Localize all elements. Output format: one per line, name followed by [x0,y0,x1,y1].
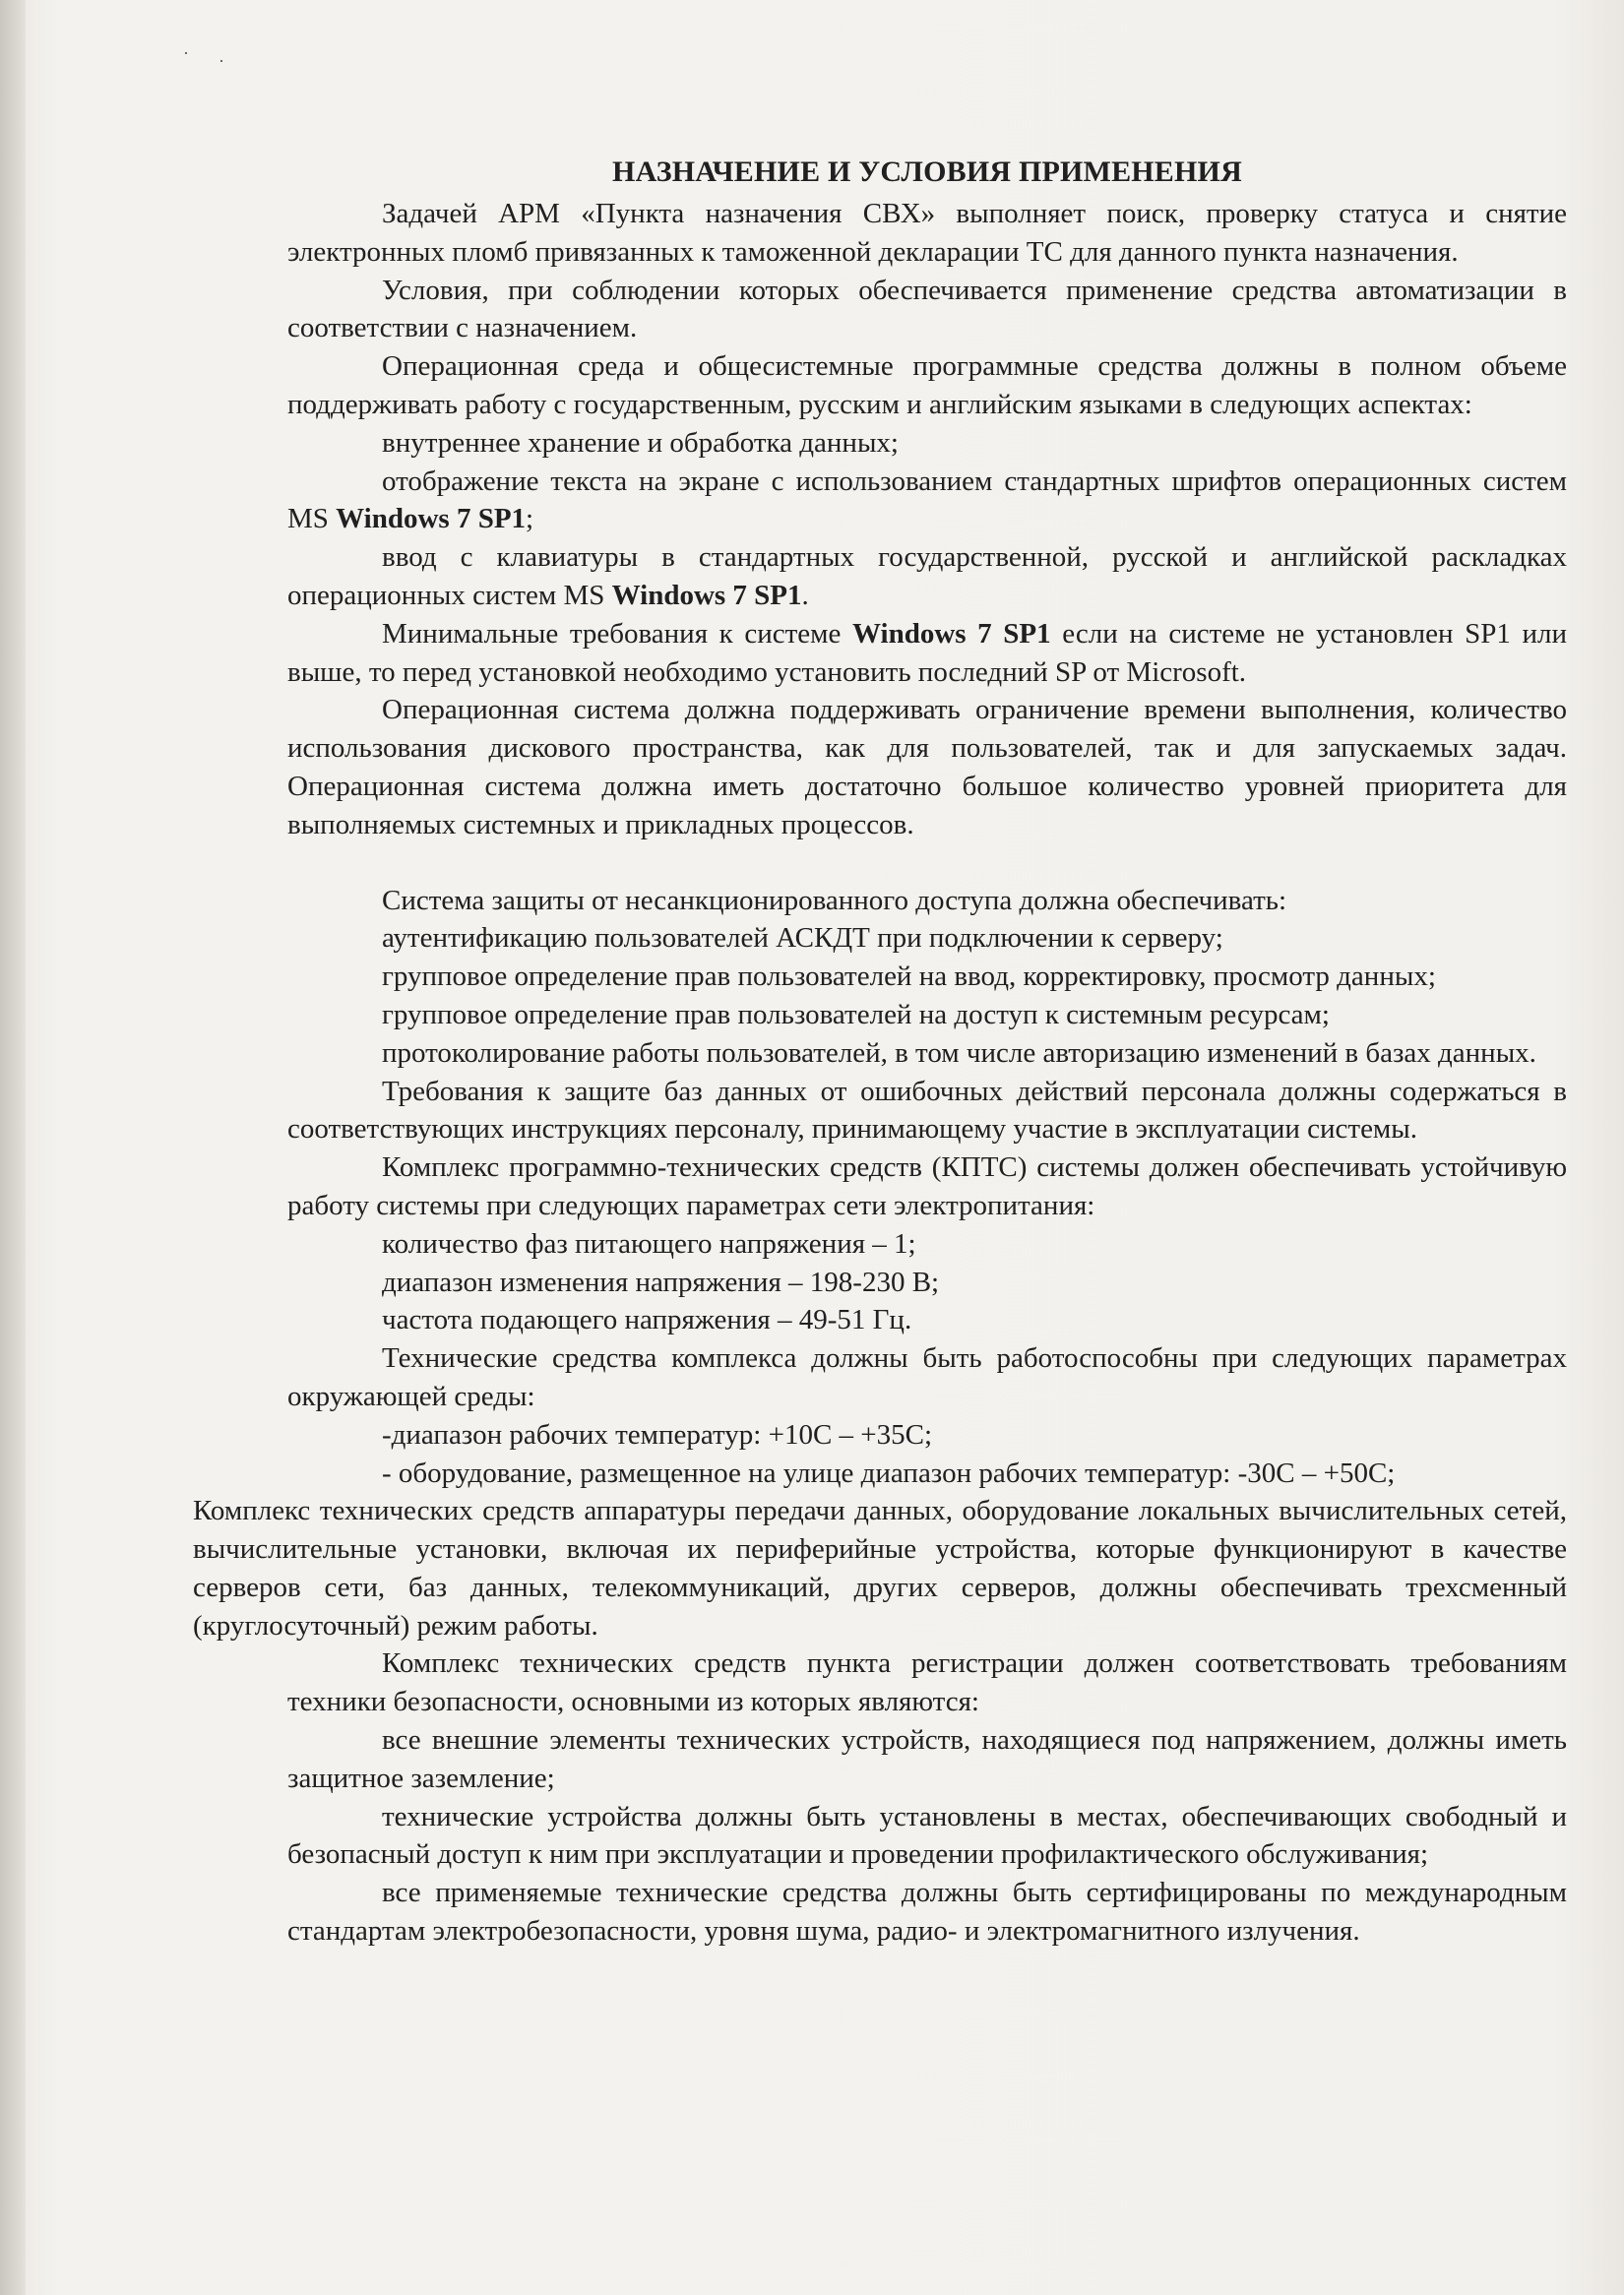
paragraph-purpose: Задачей АРМ «Пункта назначения СВХ» выполняет поиск, проверку статуса и снятие электронных пломб привязанных к таможенной декларации ТС для данного пункта назначения. [287,198,1567,268]
list-item: ввод с клавиатуры в стандартных государственной, русской и английской раскладках операционных систем MS Windows 7 SP1. [287,541,1567,611]
list-item: аутентификацию пользователей АСКДТ при подключении к серверу; [382,922,1223,955]
list-item: отображение текста на экране с использованием стандартных шрифтов операционных систем MS Windows 7 SP1; [287,465,1567,535]
paragraph-min-requirements: Минимальные требования к системе Windows 7 SP1 если на системе не установлен SP1 или выше, то перед установкой необходимо установить последний SP от Microsoft. [287,617,1567,688]
scan-speck: · [183,43,189,63]
paragraph-conditions: Условия, при соблюдении которых обеспечивается применение средства автоматизации в соответствии с назначением. [287,274,1567,344]
page-edge-shadow [0,0,26,2295]
paragraph-complex-operation: Комплекс технических средств аппаратуры передачи данных, оборудование локальных вычислительных сетей, вычислительные установки, включая их периферийные устройства, которые функционируют в качестве серверов сети, баз данных, телекоммуникаций, других серверов, должны обеспечивать трехсменный (круглосуточный) режим работы. [193,1495,1567,1642]
list-item: -диапазон рабочих температур: +10С – +35С; [382,1418,933,1451]
list-item: все внешние элементы технических устройств, находящиеся под напряжением, должны иметь защитное заземление; [287,1724,1567,1794]
list-item: протоколирование работы пользователей, в том числе авторизацию изменений в базах данных. [382,1036,1536,1069]
paragraph-security-intro: Система защиты от несанкционированного доступа должна обеспечивать: [382,884,1287,916]
paragraph-environment-params: Технические средства комплекса должны быть работоспособны при следующих параметрах окружающей среды: [287,1342,1567,1412]
list-item: количество фаз питающего напряжения – 1; [382,1227,916,1260]
paragraph-kpts: Комплекс программно-технических средств (КПТС) системы должен обеспечивать устойчивую работу системы при следующих параметрах сети электропитания: [287,1151,1567,1221]
paragraph-safety-intro: Комплекс технических средств пункта регистрации должен соответствовать требованиям техники безопасности, основными из которых являются: [287,1647,1567,1718]
list-item: диапазон изменения напряжения – 198-230 В; [382,1266,940,1298]
list-item: групповое определение прав пользователей на доступ к системным ресурсам; [382,998,1330,1030]
paragraph-os-limits: Операционная система должна поддерживать ограничение времени выполнения, количество использования дискового пространства, как для пользователей, так и для запускаемых задач. Операционная система должна иметь достаточно большое количество уровней приоритета для выполняемых системных и прикладных процессов. [287,694,1567,840]
document-body [193,195,1567,1951]
list-item: групповое определение прав пользователей на ввод, корректировку, просмотр данных; [382,961,1436,993]
scan-speck: · [219,51,224,71]
list-item: внутреннее хранение и обработка данных; [382,426,899,459]
list-item: все применяемые технические средства должны быть сертифицированы по международным стандартам электробезопасности, уровня шума, радио- и электромагнитного излучения. [287,1877,1567,1948]
paragraph-db-protection: Требования к защите баз данных от ошибочных действий персонала должны содержаться в соответствующих инструкциях персоналу, принимающему участие в эксплуатации системы. [287,1075,1567,1146]
list-item: технические устройства должны быть установлены в местах, обеспечивающих свободный и безопасный доступ к ним при эксплуатации и проведении профилактического обслуживания; [287,1800,1567,1871]
paragraph-environment: Операционная среда и общесистемные программные средства должны в полном объеме поддерживать работу с государственным, русским и английским языками в следующих аспектах: [287,350,1567,420]
list-item: - оборудование, размещенное на улице диапазон рабочих температур: -30С – +50С; [382,1457,1396,1489]
list-item: частота подающего напряжения – 49-51 Гц. [382,1304,912,1336]
document-title: НАЗНАЧЕНИЕ И УСЛОВИЯ ПРИМЕНЕНИЯ [612,155,1242,188]
